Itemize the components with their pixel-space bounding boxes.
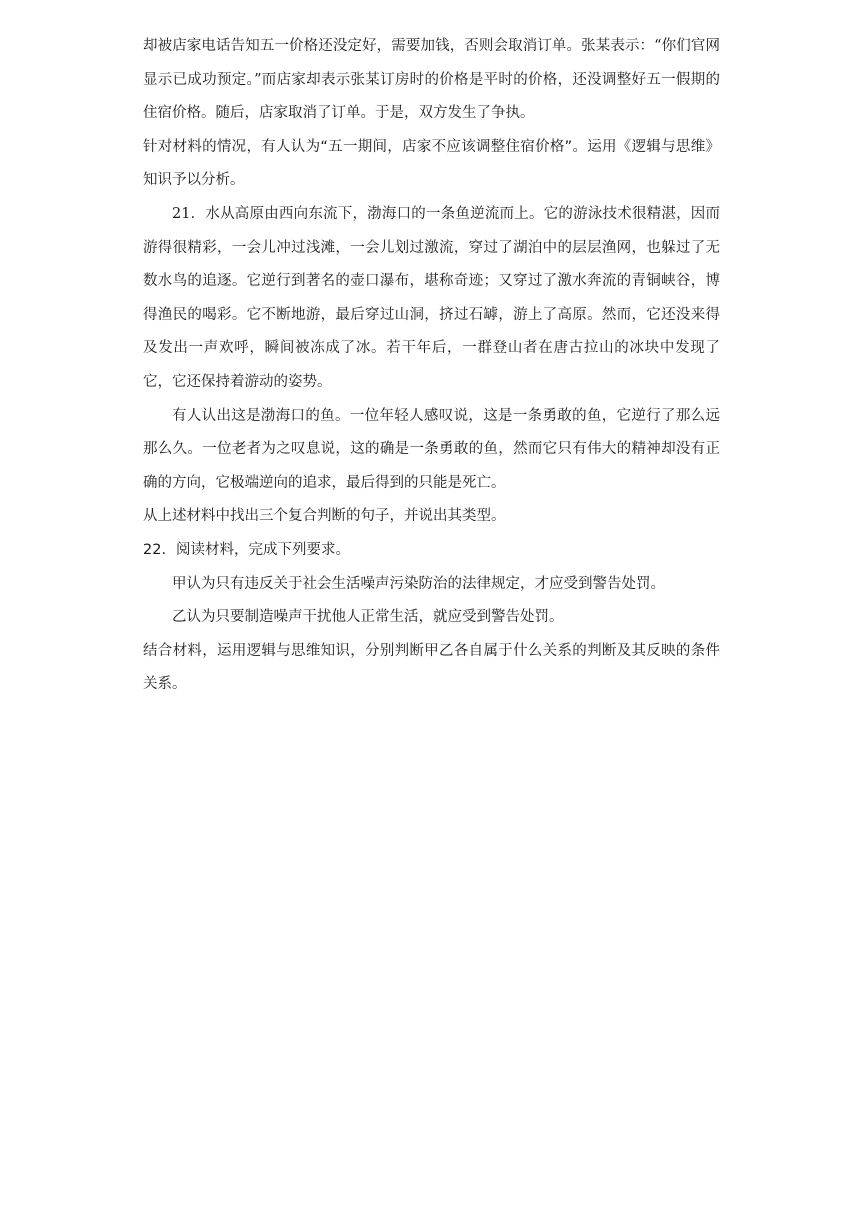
material-20-continued: 却被店家电话告知五一价格还没定好，需要加钱，否则会取消订单。张某表示：“你们官网显示已成功预定。”而店家却表示张某订房时的价格是平时的价格，还没调整好五一假期的住宿价格。随后，店家取消了订单。于是，双方发生了争执。 xyxy=(143,38,720,122)
question-22-prompt: 结合材料，运用逻辑与思维知识，分别判断甲乙各自属于什么关系的判断及其反映的条件关系。 xyxy=(143,642,720,693)
question-21-material-paragraph-1: 21．水从高原由西向东流下，渤海口的一条鱼逆流而上。它的游泳技术很精湛，因而游得很精彩，一会儿冲过浅滩，一会儿划过激流，穿过了湖泊中的层层渔网，也躲过了无数水鸟的追逐。它逆行到著名的壶口瀑布，堪称奇迹；又穿过了激水奔流的青铜峡谷，博得渔民的喝彩。它不断地游，最后穿过山洞，挤过石罅，游上了高原。然而，它还没来得及发出一声欢呼，瞬间被冻成了冰。若干年后，一群登山者在唐古拉山的冰块中发现了它，它还保持着游动的姿势。 xyxy=(143,205,720,390)
document-content xyxy=(143,30,720,702)
question-21-prompt: 从上述材料中找出三个复合判断的句子，并说出其类型。 xyxy=(143,508,506,525)
question-20-prompt: 针对材料的情况，有人认为“五一期间，店家不应该调整住宿价格”。运用《逻辑与思维》知识予以分析。 xyxy=(143,138,720,189)
question-21-material-paragraph-2: 有人认出这是渤海口的鱼。一位年轻人感叹说，这是一条勇敢的鱼，它逆行了那么远那么久。一位老者为之叹息说，这的确是一条勇敢的鱼，然而它只有伟大的精神却没有正确的方向，它极端逆向的追求，最后得到的只能是死亡。 xyxy=(143,407,720,491)
question-22-statement-jia: 甲认为只有违反关于社会生活噪声污染防治的法律规定，才应受到警告处罚。 xyxy=(172,575,665,592)
question-22-statement-yi: 乙认为只要制造噪声干扰他人正常生活，就应受到警告处罚。 xyxy=(172,609,564,626)
question-22-heading: 22．阅读材料，完成下列要求。 xyxy=(143,541,350,558)
